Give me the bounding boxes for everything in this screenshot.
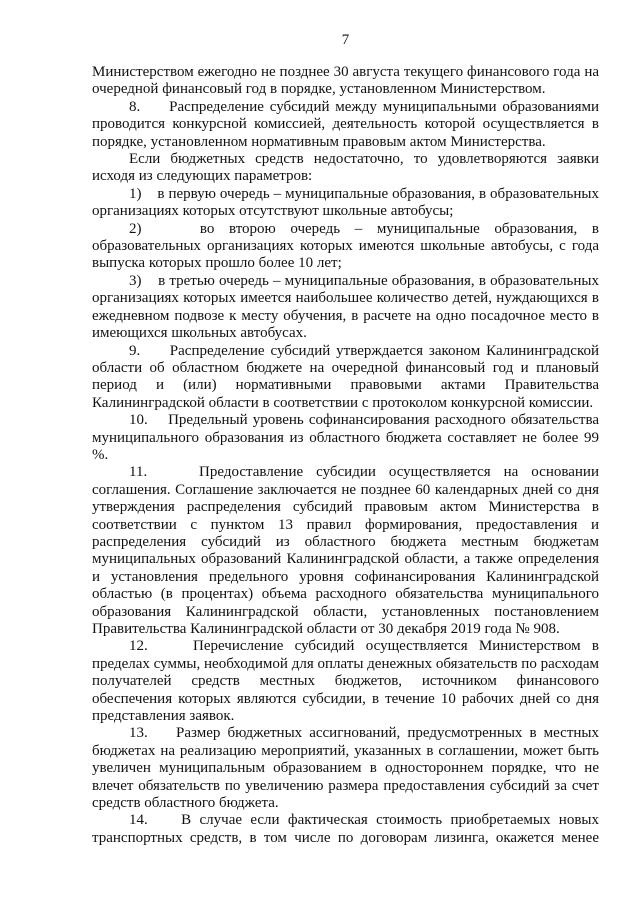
- document-body: [92, 64, 599, 847]
- paragraph-item-9: 9. Распределение субсидий утверждается законом Калининградской области об областном бюджете на очередной финансовый год и плановый период и (или) нормативными правовыми актами Правительства Калининградской области в соответствии с протоколом конкурсной комиссии.: [92, 342, 599, 411]
- paragraph-priority-1: 1) в первую очередь – муниципальные образования, в образовательных организациях которых отсутствуют школьные автобусы;: [92, 185, 599, 220]
- paragraph-item-14: 14. В случае если фактическая стоимость приобретаемых новых транспортных средств, в том числе по договорам лизинга, окажется менее: [92, 812, 599, 846]
- paragraph-budget-insufficient: Если бюджетных средств недостаточно, то удовлетворяются заявки исходя из следующих параметров:: [92, 151, 599, 185]
- paragraph-priority-3: 3) в третью очередь – муниципальные образования, в образовательных организациях которых имеется наибольшее количество детей, нуждающихся в ежедневном подвозе к месту обучения, в расчете на одно посадочное место в имеющихся школьных автобусах.: [92, 272, 599, 342]
- paragraph-item-11: 11. Предоставление субсидии осуществляется на основании соглашения. Соглашение заключается не позднее 60 календарных дней со дня утверждения распределения субсидий правовым актом Министерства в соответствии с пунктом 13 правил формирования, предоставления и распределения субсидий из областного бюджета местным бюджетам муниципальных образований Калининградской области, а также определения и установления предельного уровня софинансирования Калининградской областью (в процентах) объема расходного обязательства муниципального образования Калининградской области, установленных постановлением Правительства Калининградской области от 30 декабря 2019 года № 908.: [92, 464, 599, 637]
- paragraph-item-8: 8. Распределение субсидий между муниципальными образованиями проводится конкурсной комиссией, деятельность которой осуществляется в порядке, установленном нормативным правовым актом Министерства.: [92, 98, 599, 150]
- document-page: [92, 0, 599, 905]
- paragraph-item-10: 10. Предельный уровень софинансирования расходного обязательства муниципального образования из областного бюджета составляет не более 99 %.: [92, 412, 599, 463]
- paragraph-priority-2: 2) во второю очередь – муниципальные образования, в образовательных организациях которых имеются школьные автобусы, с года выпуска которых прошло более 10 лет;: [92, 220, 599, 272]
- page-number: 7: [341, 32, 350, 48]
- paragraph-item-12: 12. Перечисление субсидий осуществляется Министерством в пределах суммы, необходимой для оплаты денежных обязательств по расходам получателей средств местных бюджетов, источником финансового обеспечения которых являются субсидии, в течение 10 рабочих дней со дня представления заявок.: [92, 638, 599, 725]
- paragraph-item-13: 13. Размер бюджетных ассигнований, предусмотренных в местных бюджетах на реализацию мероприятий, указанных в соглашении, может быть увеличен муниципальным образованием в одностороннем порядке, что не влечет обязательств по увеличению размера предоставления субсидий за счет средств областного бюджета.: [92, 725, 599, 812]
- paragraph-continuation: Министерством ежегодно не позднее 30 августа текущего финансового года на очередной финансовый год в порядке, установленном Министерством.: [92, 64, 599, 98]
